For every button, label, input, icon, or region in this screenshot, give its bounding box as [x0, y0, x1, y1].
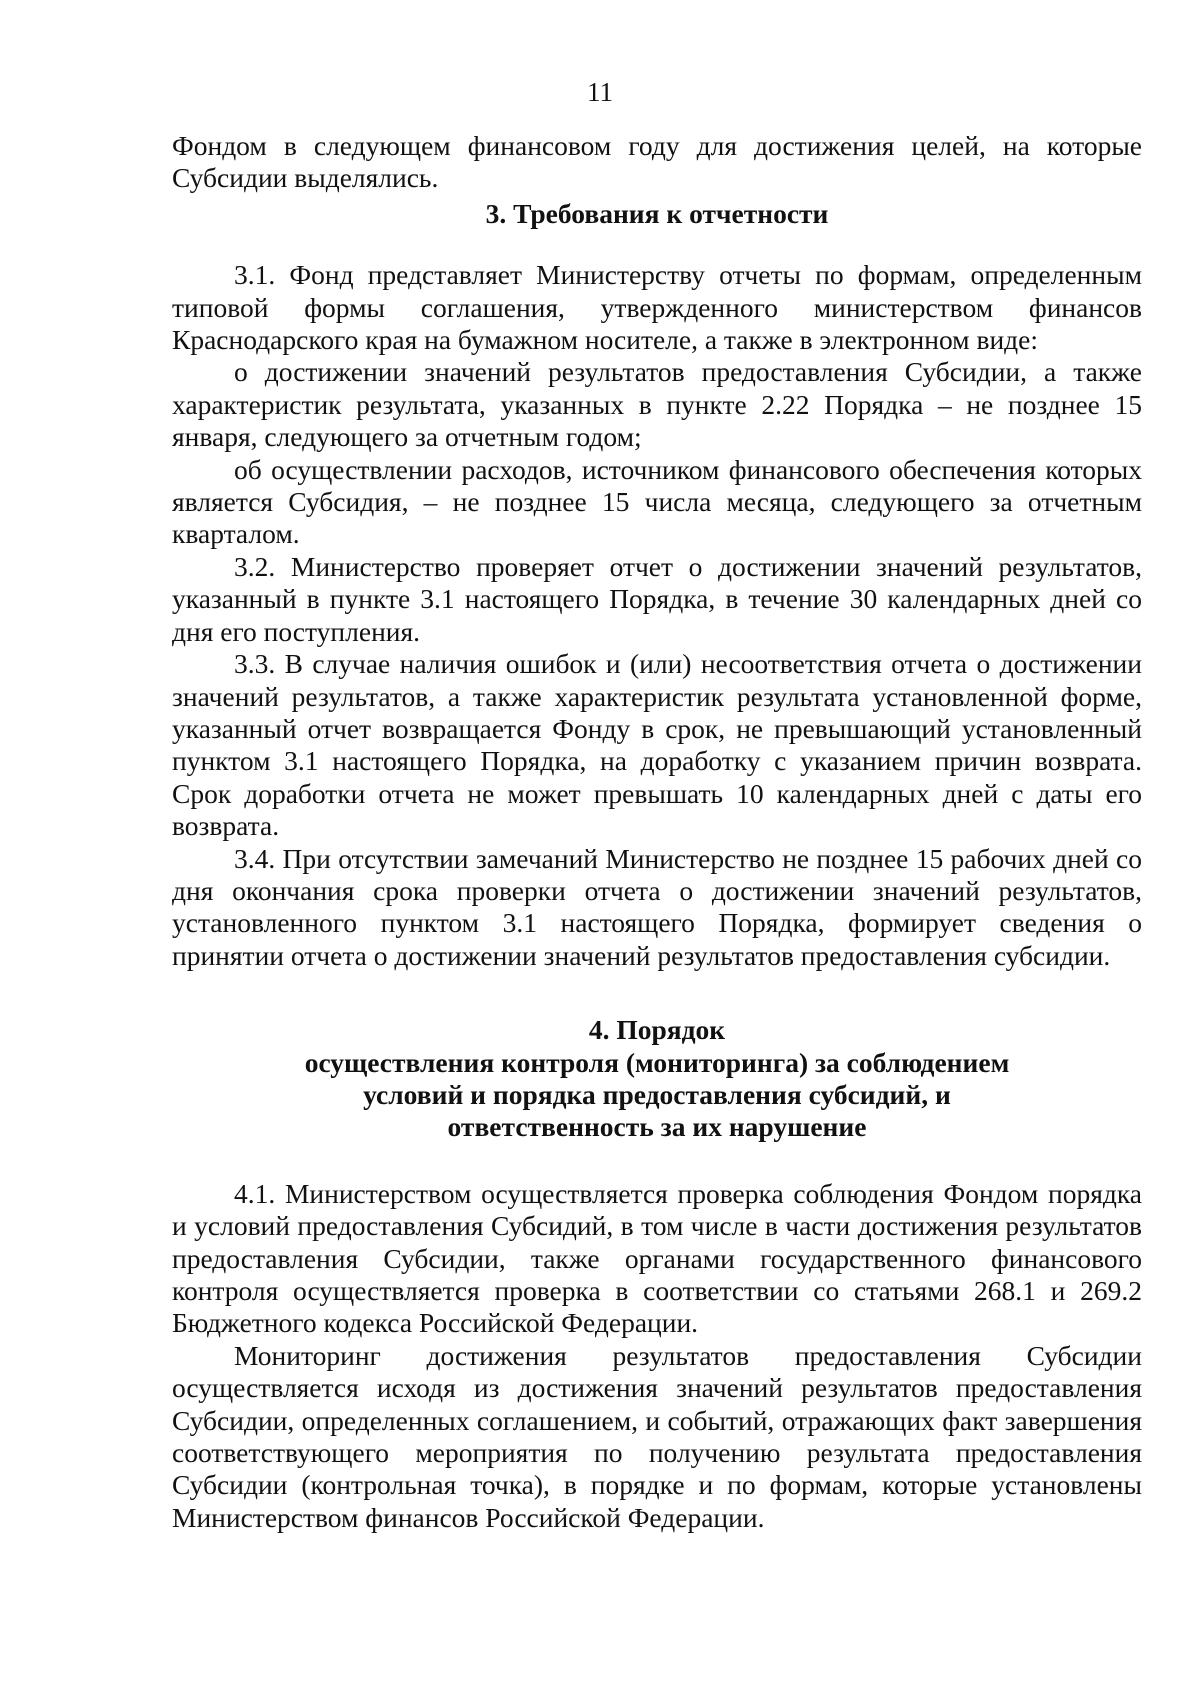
paragraph-3-2: 3.2. Министерство проверяет отчет о достижении значений результатов, указанный в пункте 3.1 настоящего Порядка, в течение 30 календарных дней со дня его поступления. — [172, 550, 1142, 647]
paragraph-3-1: 3.1. Фонд представляет Министерству отчеты по формам, определенным типовой формы соглашения, утвержденного министерством финансов Краснодарского края на бумажном носителе, а также в электронном виде: — [172, 259, 1142, 356]
section-3-title: 3. Требования к отчетности — [485, 197, 829, 229]
section-4-title-line: 4. Порядок — [588, 1014, 726, 1046]
section-4-title-line: условий и порядка предоставления субсидий, и — [363, 1078, 951, 1110]
paragraph-4-monitoring: Мониторинг достижения результатов предоставления Субсидии осуществляется исходя из достижения значений результатов предоставления Субсидии, определенных соглашением, и событий, отражающих факт завершения соответствующего мероприятия по получению результата предоставления Субсидии (контрольная точка), в порядке и по формам, которые установлены Министерством финансов Российской Федерации. — [172, 1339, 1142, 1533]
document-body — [172, 130, 1142, 1534]
paragraph-3-1-item-2: об осуществлении расходов, источником финансового обеспечения которых является Субсидия, – не позднее 15 числа месяца, следующего за отчетным кварталом. — [172, 453, 1142, 550]
section-4-title — [172, 1014, 1142, 1144]
paragraph-3-4: 3.4. При отсутствии замечаний Министерство не позднее 15 рабочих дней со дня окончания срока проверки отчета о достижении значений результатов, установленного пунктом 3.1 настоящего Порядка, формирует сведения о принятии отчета о достижении значений результатов предоставления субсидии. — [172, 842, 1142, 971]
paragraph-4-1: 4.1. Министерством осуществляется проверка соблюдения Фондом порядка и условий предоставления Субсидий, в том числе в части достижения результатов предоставления Субсидии, также органами государственного финансового контроля осуществляется проверка в соответствии со статьями 268.1 и 269.2 Бюджетного кодекса Российской Федерации. — [172, 1177, 1142, 1339]
page-number: 11 — [587, 77, 613, 107]
intro-paragraph: Фондом в следующем финансовом году для достижения целей, на которые Субсидии выделялись. — [172, 130, 1142, 194]
section-4-title-line: ответственность за их нарушение — [447, 1111, 867, 1143]
paragraph-3-1-item-1: о достижении значений результатов предоставления Субсидии, а также характеристик результата, указанных в пункте 2.22 Порядка – не позднее 15 января, следующего за отчетным годом; — [172, 356, 1142, 453]
paragraph-3-3: 3.3. В случае наличия ошибок и (или) несоответствия отчета о достижении значений результатов, а также характеристик результата установленной форме, указанный отчет возвращается Фонду в срок, не превышающий установленный пунктом 3.1 настоящего Порядка, на доработку с указанием причин возврата. Срок доработки отчета не может превышать 10 календарных дней с даты его возврата. — [172, 648, 1142, 842]
section-4-title-line: осуществления контроля (мониторинга) за соблюдением — [304, 1046, 1010, 1078]
